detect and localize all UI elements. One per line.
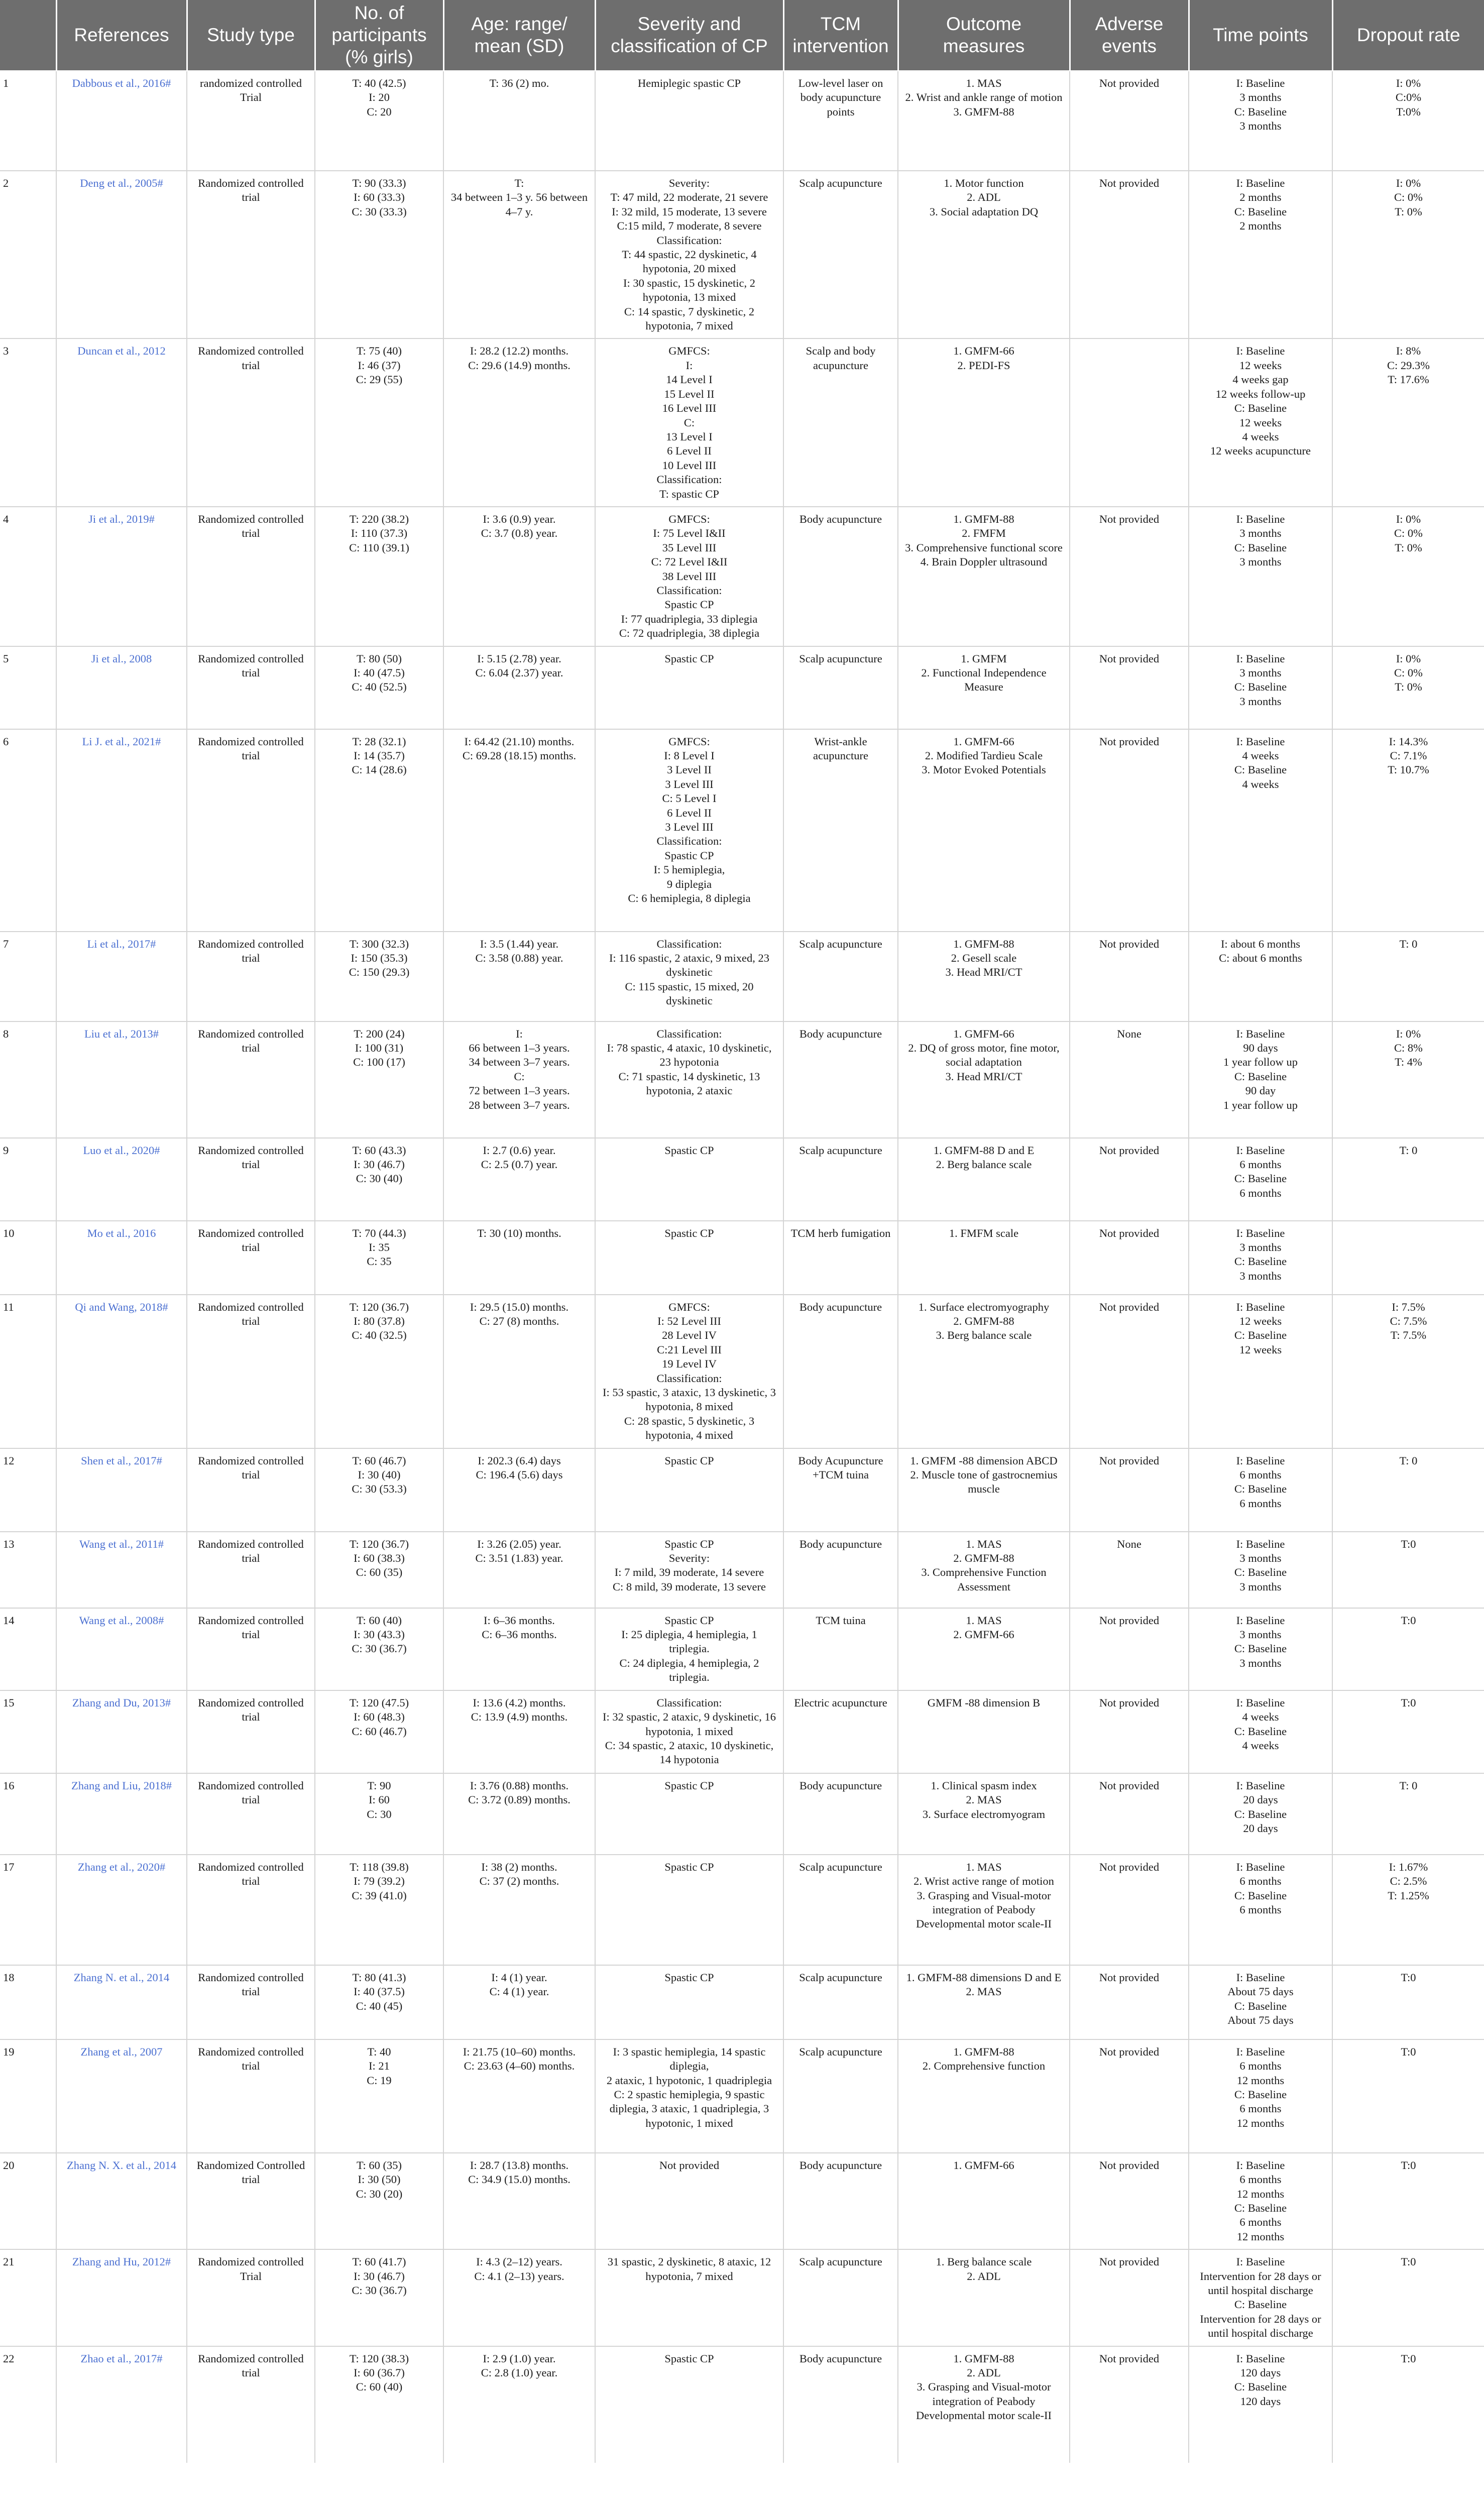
cell-time-points: I: Baseline 120 days C: Baseline 120 days <box>1189 2346 1332 2463</box>
cell-age: I: 28.7 (13.8) months. C: 34.9 (15.0) months. <box>443 2153 595 2249</box>
cell-study-type: Randomized controlled trial <box>187 932 315 1021</box>
cell-study-type: Randomized controlled trial <box>187 1773 315 1855</box>
cell-tcm-intervention: Body acupuncture <box>783 2153 898 2249</box>
cell-outcome-measures: 1. GMFM-88 2. ADL 3. Grasping and Visual-motor integration of Peabody Developmental motor scale-II <box>898 2346 1070 2463</box>
cell-tcm-intervention: Scalp and body acupuncture <box>783 338 898 506</box>
cell-time-points: I: Baseline 3 months C: Baseline 3 months <box>1189 1221 1332 1295</box>
reference-link[interactable]: Shen et al., 2017# <box>56 1448 187 1532</box>
cell-age: I: 6–36 months. C: 6–36 months. <box>443 1608 595 1690</box>
reference-link[interactable]: Ji et al., 2008 <box>56 646 187 729</box>
cell-dropout-rate: I: 0% C:0% T:0% <box>1332 71 1484 171</box>
cell-participants: T: 28 (32.1) I: 14 (35.7) C: 14 (28.6) <box>315 729 443 932</box>
cell-time-points: I: Baseline 3 months C: Baseline 3 months <box>1189 646 1332 729</box>
cell-outcome-measures: 1. GMFM-88 D and E 2. Berg balance scale <box>898 1138 1070 1221</box>
reference-link[interactable]: Zhang et al., 2007 <box>56 2039 187 2153</box>
cell-number: 10 <box>0 1221 56 1295</box>
reference-link[interactable]: Duncan et al., 2012 <box>56 338 187 506</box>
cell-adverse-events: Not provided <box>1070 1608 1189 1690</box>
cell-time-points: I: Baseline 3 months C: Baseline 3 months <box>1189 1532 1332 1608</box>
table-row <box>0 171 1484 338</box>
cell-adverse-events: Not provided <box>1070 2039 1189 2153</box>
cell-adverse-events: Not provided <box>1070 1773 1189 1855</box>
cell-number: 15 <box>0 1690 56 1773</box>
cell-severity: Spastic CP <box>595 1855 783 1965</box>
table-row <box>0 1295 1484 1448</box>
cell-outcome-measures: GMFM -88 dimension B <box>898 1690 1070 1773</box>
cell-severity: GMFCS: I: 14 Level I 15 Level II 16 Level III C: 13 Level I 6 Level II 10 Level III Classification: T: spastic CP <box>595 338 783 506</box>
table-row <box>0 1773 1484 1855</box>
cell-tcm-intervention: Body acupuncture <box>783 1532 898 1608</box>
cell-dropout-rate: I: 14.3% C: 7.1% T: 10.7% <box>1332 729 1484 932</box>
table-row <box>0 1532 1484 1608</box>
cell-participants: T: 90 (33.3) I: 60 (33.3) C: 30 (33.3) <box>315 171 443 338</box>
cell-tcm-intervention: Wrist-ankle acupuncture <box>783 729 898 932</box>
cell-severity: GMFCS: I: 8 Level I 3 Level II 3 Level III C: 5 Level I 6 Level II 3 Level III Classification: Spastic CP I: 5 hemiplegia, 9 diplegia C: 6 hemiplegia, 8 diplegia <box>595 729 783 932</box>
cell-severity: Spastic CP <box>595 1448 783 1532</box>
cell-adverse-events: Not provided <box>1070 2153 1189 2249</box>
table-row <box>0 1448 1484 1532</box>
reference-link[interactable]: Deng et al., 2005# <box>56 171 187 338</box>
header-cell: Severity and classification of CP <box>595 0 783 71</box>
cell-outcome-measures: 1. MAS 2. GMFM-88 3. Comprehensive Function Assessment <box>898 1532 1070 1608</box>
cell-time-points: I: Baseline About 75 days C: Baseline About 75 days <box>1189 1965 1332 2039</box>
table-row <box>0 729 1484 932</box>
cell-time-points: I: Baseline 3 months C: Baseline 3 months <box>1189 71 1332 171</box>
cell-study-type: Randomized controlled trial <box>187 1608 315 1690</box>
table-row <box>0 1021 1484 1138</box>
cell-time-points: I: about 6 months C: about 6 months <box>1189 932 1332 1021</box>
cell-number: 14 <box>0 1608 56 1690</box>
cell-outcome-measures: 1. Clinical spasm index 2. MAS 3. Surface electromyogram <box>898 1773 1070 1855</box>
cell-adverse-events: Not provided <box>1070 1448 1189 1532</box>
cell-tcm-intervention: Body acupuncture <box>783 1773 898 1855</box>
reference-link[interactable]: Zhang and Du, 2013# <box>56 1690 187 1773</box>
cell-participants: T: 75 (40) I: 46 (37) C: 29 (55) <box>315 338 443 506</box>
cell-time-points: I: Baseline 2 months C: Baseline 2 months <box>1189 171 1332 338</box>
table-row <box>0 338 1484 506</box>
cell-dropout-rate: T:0 <box>1332 1965 1484 2039</box>
cell-number: 5 <box>0 646 56 729</box>
cell-dropout-rate: T:0 <box>1332 2249 1484 2346</box>
cell-age: I: 2.7 (0.6) year. C: 2.5 (0.7) year. <box>443 1138 595 1221</box>
cell-outcome-measures: 1. MAS 2. GMFM-66 <box>898 1608 1070 1690</box>
table-row <box>0 2346 1484 2463</box>
cell-time-points: I: Baseline 6 months C: Baseline 6 months <box>1189 1138 1332 1221</box>
cell-time-points: I: Baseline 12 weeks 4 weeks gap 12 weeks follow-up C: Baseline 12 weeks 4 weeks 12 weeks acupuncture <box>1189 338 1332 506</box>
cell-number: 18 <box>0 1965 56 2039</box>
cell-dropout-rate <box>1332 1221 1484 1295</box>
cell-adverse-events: Not provided <box>1070 2346 1189 2463</box>
cell-study-type: randomized controlled Trial <box>187 71 315 171</box>
cell-time-points: I: Baseline 3 months C: Baseline 3 months <box>1189 1608 1332 1690</box>
cell-tcm-intervention: Scalp acupuncture <box>783 1138 898 1221</box>
cell-time-points: I: Baseline 3 months C: Baseline 3 months <box>1189 507 1332 646</box>
cell-tcm-intervention: Body acupuncture <box>783 1295 898 1448</box>
cell-outcome-measures: 1. Berg balance scale 2. ADL <box>898 2249 1070 2346</box>
cell-participants: T: 40 (42.5) I: 20 C: 20 <box>315 71 443 171</box>
cell-age: I: 3.5 (1.44) year. C: 3.58 (0.88) year. <box>443 932 595 1021</box>
cell-adverse-events: Not provided <box>1070 171 1189 338</box>
cell-severity: Spastic CP <box>595 1965 783 2039</box>
cell-number: 8 <box>0 1021 56 1138</box>
cell-outcome-measures: 1. MAS 2. Wrist and ankle range of motion 3. GMFM-88 <box>898 71 1070 171</box>
header-cell: Adverse events <box>1070 0 1189 71</box>
cell-dropout-rate: T:0 <box>1332 2346 1484 2463</box>
cell-number: 19 <box>0 2039 56 2153</box>
cell-study-type: Randomized controlled trial <box>187 1690 315 1773</box>
cell-tcm-intervention: Scalp acupuncture <box>783 171 898 338</box>
cell-number: 2 <box>0 171 56 338</box>
cell-adverse-events: Not provided <box>1070 71 1189 171</box>
header-cell: Study type <box>187 0 315 71</box>
cell-study-type: Randomized controlled trial <box>187 1965 315 2039</box>
cell-adverse-events: Not provided <box>1070 2249 1189 2346</box>
reference-link[interactable]: Zhao et al., 2017# <box>56 2346 187 2463</box>
cell-severity: Severity: T: 47 mild, 22 moderate, 21 severe I: 32 mild, 15 moderate, 13 severe C:15 mild, 7 moderate, 8 severe Classification: T: 44 spastic, 22 dyskinetic, 4 hypotonia, 20 mixed I: 30 spastic, 15 dyskinetic, 2 hypotonia, 13 mixed C: 14 spastic, 7 dyskinetic, 2 hypotonia, 7 mixed <box>595 171 783 338</box>
cell-number: 4 <box>0 507 56 646</box>
cell-outcome-measures: 1. GMFM-88 2. Comprehensive function <box>898 2039 1070 2153</box>
cell-age: I: 64.42 (21.10) months. C: 69.28 (18.15) months. <box>443 729 595 932</box>
cell-study-type: Randomized controlled trial <box>187 2346 315 2463</box>
cell-number: 1 <box>0 71 56 171</box>
cell-study-type: Randomized controlled trial <box>187 1221 315 1295</box>
header-cell: References <box>56 0 187 71</box>
cell-tcm-intervention: Scalp acupuncture <box>783 646 898 729</box>
header-cell <box>0 0 56 71</box>
cell-participants: T: 118 (39.8) I: 79 (39.2) C: 39 (41.0) <box>315 1855 443 1965</box>
cell-age: T: 36 (2) mo. <box>443 71 595 171</box>
cell-dropout-rate: T: 0 <box>1332 1138 1484 1221</box>
cell-time-points: I: Baseline 4 weeks C: Baseline 4 weeks <box>1189 729 1332 932</box>
cell-number: 6 <box>0 729 56 932</box>
cell-number: 22 <box>0 2346 56 2463</box>
cell-participants: T: 220 (38.2) I: 110 (37.3) C: 110 (39.1) <box>315 507 443 646</box>
reference-link[interactable]: Ji et al., 2019# <box>56 507 187 646</box>
cell-dropout-rate: T:0 <box>1332 2153 1484 2249</box>
cell-outcome-measures: 1. GMFM -88 dimension ABCD 2. Muscle tone of gastrocnemius muscle <box>898 1448 1070 1532</box>
cell-severity: Spastic CP <box>595 2346 783 2463</box>
cell-age: I: 2.9 (1.0) year. C: 2.8 (1.0) year. <box>443 2346 595 2463</box>
cell-outcome-measures: 1. GMFM-66 2. PEDI-FS <box>898 338 1070 506</box>
reference-link[interactable]: Li et al., 2017# <box>56 932 187 1021</box>
cell-severity: Classification: I: 32 spastic, 2 ataxic, 9 dyskinetic, 16 hypotonia, 1 mixed C: 34 spastic, 2 ataxic, 10 dyskinetic, 14 hypotonia <box>595 1690 783 1773</box>
cell-severity: I: 3 spastic hemiplegia, 14 spastic diplegia, 2 ataxic, 1 hypotonic, 1 quadriplegia C: 2 spastic hemiplegia, 9 spastic diplegia, 3 ataxic, 1 quadriplegia, 3 hypotonic, 1 mixed <box>595 2039 783 2153</box>
cell-number: 21 <box>0 2249 56 2346</box>
reference-link[interactable]: Mo et al., 2016 <box>56 1221 187 1295</box>
cell-study-type: Randomized controlled trial <box>187 1295 315 1448</box>
cell-tcm-intervention: Body Acupuncture +TCM tuina <box>783 1448 898 1532</box>
reference-link[interactable]: Zhang N. et al., 2014 <box>56 1965 187 2039</box>
cell-age: I: 28.2 (12.2) months. C: 29.6 (14.9) months. <box>443 338 595 506</box>
cell-adverse-events: Not provided <box>1070 1965 1189 2039</box>
cell-severity: Classification: I: 116 spastic, 2 ataxic, 9 mixed, 23 dyskinetic C: 115 spastic, 15 mixed, 20 dyskinetic <box>595 932 783 1021</box>
reference-link[interactable]: Zhang et al., 2020# <box>56 1855 187 1965</box>
reference-link[interactable]: Wang et al., 2011# <box>56 1532 187 1608</box>
cell-study-type: Randomized controlled trial <box>187 1138 315 1221</box>
cell-study-type: Randomized controlled trial <box>187 729 315 932</box>
cell-dropout-rate: I: 8% C: 29.3% T: 17.6% <box>1332 338 1484 506</box>
cell-study-type: Randomized Controlled trial <box>187 2153 315 2249</box>
header-cell: No. of participants (% girls) <box>315 0 443 71</box>
cell-adverse-events: None <box>1070 1532 1189 1608</box>
cell-severity: 31 spastic, 2 dyskinetic, 8 ataxic, 12 hypotonia, 7 mixed <box>595 2249 783 2346</box>
cell-tcm-intervention: Body acupuncture <box>783 2346 898 2463</box>
cell-dropout-rate: T: 0 <box>1332 932 1484 1021</box>
cell-time-points: I: Baseline 6 months C: Baseline 6 months <box>1189 1448 1332 1532</box>
table-body <box>0 71 1484 2463</box>
cell-dropout-rate: T:0 <box>1332 1532 1484 1608</box>
cell-tcm-intervention: Body acupuncture <box>783 1021 898 1138</box>
header-cell: Dropout rate <box>1332 0 1484 71</box>
cell-age: I: 3.76 (0.88) months. C: 3.72 (0.89) months. <box>443 1773 595 1855</box>
cell-tcm-intervention: TCM tuina <box>783 1608 898 1690</box>
cell-severity: Not provided <box>595 2153 783 2249</box>
table-row <box>0 2249 1484 2346</box>
cell-severity: Hemiplegic spastic CP <box>595 71 783 171</box>
cell-participants: T: 200 (24) I: 100 (31) C: 100 (17) <box>315 1021 443 1138</box>
cell-participants: T: 80 (50) I: 40 (47.5) C: 40 (52.5) <box>315 646 443 729</box>
cell-participants: T: 60 (41.7) I: 30 (46.7) C: 30 (36.7) <box>315 2249 443 2346</box>
cell-adverse-events: Not provided <box>1070 1138 1189 1221</box>
cell-tcm-intervention: Electric acupuncture <box>783 1690 898 1773</box>
cell-number: 16 <box>0 1773 56 1855</box>
table-row <box>0 1138 1484 1221</box>
reference-link[interactable]: Zhang and Hu, 2012# <box>56 2249 187 2346</box>
cell-outcome-measures: 1. GMFM-88 2. FMFM 3. Comprehensive functional score 4. Brain Doppler ultrasound <box>898 507 1070 646</box>
cell-participants: T: 120 (47.5) I: 60 (48.3) C: 60 (46.7) <box>315 1690 443 1773</box>
cell-adverse-events: Not provided <box>1070 1295 1189 1448</box>
cell-adverse-events: Not provided <box>1070 1221 1189 1295</box>
table-row <box>0 1608 1484 1690</box>
cell-age: I: 21.75 (10–60) months. C: 23.63 (4–60) months. <box>443 2039 595 2153</box>
cell-tcm-intervention: Scalp acupuncture <box>783 932 898 1021</box>
table-row <box>0 646 1484 729</box>
cell-participants: T: 120 (38.3) I: 60 (36.7) C: 60 (40) <box>315 2346 443 2463</box>
cell-number: 11 <box>0 1295 56 1448</box>
cell-dropout-rate: I: 0% C: 8% T: 4% <box>1332 1021 1484 1138</box>
table-row <box>0 1965 1484 2039</box>
cell-severity: Spastic CP <box>595 1773 783 1855</box>
cell-number: 13 <box>0 1532 56 1608</box>
cell-severity: Spastic CP <box>595 646 783 729</box>
cell-time-points: I: Baseline 6 months 12 months C: Baseline 6 months 12 months <box>1189 2039 1332 2153</box>
reference-link[interactable]: Luo et al., 2020# <box>56 1138 187 1221</box>
table-row <box>0 507 1484 646</box>
cell-adverse-events: Not provided <box>1070 729 1189 932</box>
cell-number: 9 <box>0 1138 56 1221</box>
cell-outcome-measures: 1. GMFM-66 <box>898 2153 1070 2249</box>
cell-study-type: Randomized controlled trial <box>187 338 315 506</box>
cell-dropout-rate: T: 0 <box>1332 1448 1484 1532</box>
table-row <box>0 2153 1484 2249</box>
cell-study-type: Randomized controlled trial <box>187 2039 315 2153</box>
cell-participants: T: 120 (36.7) I: 60 (38.3) C: 60 (35) <box>315 1532 443 1608</box>
cell-participants: T: 60 (40) I: 30 (43.3) C: 30 (36.7) <box>315 1608 443 1690</box>
header-cell: TCM intervention <box>783 0 898 71</box>
cell-number: 17 <box>0 1855 56 1965</box>
cell-time-points: I: Baseline 90 days 1 year follow up C: Baseline 90 day 1 year follow up <box>1189 1021 1332 1138</box>
cell-dropout-rate: T:0 <box>1332 1690 1484 1773</box>
cell-age: I: 66 between 1–3 years. 34 between 3–7 years. C: 72 between 1–3 years. 28 between 3–7 years. <box>443 1021 595 1138</box>
cell-age: I: 3.26 (2.05) year. C: 3.51 (1.83) year. <box>443 1532 595 1608</box>
table-row <box>0 1855 1484 1965</box>
cell-participants: T: 90 I: 60 C: 30 <box>315 1773 443 1855</box>
cell-adverse-events <box>1070 338 1189 506</box>
cell-number: 12 <box>0 1448 56 1532</box>
cell-tcm-intervention: Body acupuncture <box>783 507 898 646</box>
cell-severity: Spastic CP Severity: I: 7 mild, 39 moderate, 14 severe C: 8 mild, 39 moderate, 13 severe <box>595 1532 783 1608</box>
cell-study-type: Randomized controlled trial <box>187 1448 315 1532</box>
cell-outcome-measures: 1. Surface electromyography 2. GMFM-88 3. Berg balance scale <box>898 1295 1070 1448</box>
cell-adverse-events: Not provided <box>1070 1690 1189 1773</box>
cell-number: 7 <box>0 932 56 1021</box>
cell-study-type: Randomized controlled trial <box>187 1855 315 1965</box>
header-cell: Time points <box>1189 0 1332 71</box>
cell-severity: Spastic CP <box>595 1138 783 1221</box>
cell-age: I: 13.6 (4.2) months. C: 13.9 (4.9) months. <box>443 1690 595 1773</box>
cell-participants: T: 120 (36.7) I: 80 (37.8) C: 40 (32.5) <box>315 1295 443 1448</box>
table-row <box>0 2039 1484 2153</box>
cell-study-type: Randomized controlled Trial <box>187 2249 315 2346</box>
reference-link[interactable]: Liu et al., 2013# <box>56 1021 187 1138</box>
cell-dropout-rate: I: 0% C: 0% T: 0% <box>1332 646 1484 729</box>
cell-dropout-rate: I: 1.67% C: 2.5% T: 1.25% <box>1332 1855 1484 1965</box>
cell-age: I: 4.3 (2–12) years. C: 4.1 (2–13) years. <box>443 2249 595 2346</box>
cell-adverse-events: Not provided <box>1070 646 1189 729</box>
cell-participants: T: 60 (35) I: 30 (50) C: 30 (20) <box>315 2153 443 2249</box>
cell-dropout-rate: I: 0% C: 0% T: 0% <box>1332 171 1484 338</box>
cell-tcm-intervention: Low-level laser on body acupuncture points <box>783 71 898 171</box>
cell-age: I: 29.5 (15.0) months. C: 27 (8) months. <box>443 1295 595 1448</box>
cell-study-type: Randomized controlled trial <box>187 1021 315 1138</box>
cell-age: I: 5.15 (2.78) year. C: 6.04 (2.37) year. <box>443 646 595 729</box>
cell-severity: GMFCS: I: 75 Level I&II 35 Level III C: 72 Level I&II 38 Level III Classification: Spastic CP I: 77 quadriplegia, 33 diplegia C: 72 quadriplegia, 38 diplegia <box>595 507 783 646</box>
cell-outcome-measures: 1. GMFM 2. Functional Independence Measure <box>898 646 1070 729</box>
cell-tcm-intervention: Scalp acupuncture <box>783 1965 898 2039</box>
cell-dropout-rate: T: 0 <box>1332 1773 1484 1855</box>
cell-outcome-measures: 1. Motor function 2. ADL 3. Social adaptation DQ <box>898 171 1070 338</box>
header-cell: Outcome measures <box>898 0 1070 71</box>
reference-link[interactable]: Wang et al., 2008# <box>56 1608 187 1690</box>
cell-outcome-measures: 1. MAS 2. Wrist active range of motion 3. Grasping and Visual-motor integration of Peabody Developmental motor scale-II <box>898 1855 1070 1965</box>
reference-link[interactable]: Zhang and Liu, 2018# <box>56 1773 187 1855</box>
cell-outcome-measures: 1. GMFM-66 2. DQ of gross motor, fine motor, social adaptation 3. Head MRI/CT <box>898 1021 1070 1138</box>
cell-age: T: 34 between 1–3 y. 56 between 4–7 y. <box>443 171 595 338</box>
table-row <box>0 1690 1484 1773</box>
cell-time-points: I: Baseline 6 months 12 months C: Baseline 6 months 12 months <box>1189 2153 1332 2249</box>
cell-dropout-rate: T:0 <box>1332 2039 1484 2153</box>
cell-adverse-events: Not provided <box>1070 507 1189 646</box>
cell-age: T: 30 (10) months. <box>443 1221 595 1295</box>
cell-dropout-rate: I: 7.5% C: 7.5% T: 7.5% <box>1332 1295 1484 1448</box>
cell-severity: Spastic CP <box>595 1221 783 1295</box>
cell-study-type: Randomized controlled trial <box>187 507 315 646</box>
table-row <box>0 1221 1484 1295</box>
header-row <box>0 0 1484 71</box>
reference-link[interactable]: Dabbous et al., 2016# <box>56 71 187 171</box>
cell-time-points: I: Baseline Intervention for 28 days or until hospital discharge C: Baseline Intervention for 28 days or until hospital discharge <box>1189 2249 1332 2346</box>
cell-age: I: 4 (1) year. C: 4 (1) year. <box>443 1965 595 2039</box>
cell-outcome-measures: 1. GMFM-88 2. Gesell scale 3. Head MRI/CT <box>898 932 1070 1021</box>
header-cell: Age: range/ mean (SD) <box>443 0 595 71</box>
table-row <box>0 71 1484 171</box>
cell-study-type: Randomized controlled trial <box>187 1532 315 1608</box>
cell-participants: T: 60 (46.7) I: 30 (40) C: 30 (53.3) <box>315 1448 443 1532</box>
cell-number: 20 <box>0 2153 56 2249</box>
cell-time-points: I: Baseline 12 weeks C: Baseline 12 weeks <box>1189 1295 1332 1448</box>
cell-tcm-intervention: Scalp acupuncture <box>783 2039 898 2153</box>
cell-number: 3 <box>0 338 56 506</box>
cell-tcm-intervention: TCM herb fumigation <box>783 1221 898 1295</box>
cell-participants: T: 300 (32.3) I: 150 (35.3) C: 150 (29.3) <box>315 932 443 1021</box>
cell-tcm-intervention: Scalp acupuncture <box>783 1855 898 1965</box>
table-row <box>0 932 1484 1021</box>
cell-participants: T: 60 (43.3) I: 30 (46.7) C: 30 (40) <box>315 1138 443 1221</box>
cell-participants: T: 70 (44.3) I: 35 C: 35 <box>315 1221 443 1295</box>
cell-outcome-measures: 1. FMFM scale <box>898 1221 1070 1295</box>
cell-age: I: 38 (2) months. C: 37 (2) months. <box>443 1855 595 1965</box>
cell-age: I: 202.3 (6.4) days C: 196.4 (5.6) days <box>443 1448 595 1532</box>
cell-participants: T: 80 (41.3) I: 40 (37.5) C: 40 (45) <box>315 1965 443 2039</box>
cell-severity: GMFCS: I: 52 Level III 28 Level IV C:21 Level III 19 Level IV Classification: I: 53 spastic, 3 ataxic, 13 dyskinetic, 3 hypotonia, 8 mixed C: 28 spastic, 5 dyskinetic, 3 hypotonia, 4 mixed <box>595 1295 783 1448</box>
reference-link[interactable]: Zhang N. X. et al., 2014 <box>56 2153 187 2249</box>
cell-outcome-measures: 1. GMFM-66 2. Modified Tardieu Scale 3. Motor Evoked Potentials <box>898 729 1070 932</box>
cell-dropout-rate: T:0 <box>1332 1608 1484 1690</box>
reference-link[interactable]: Qi and Wang, 2018# <box>56 1295 187 1448</box>
cell-adverse-events: Not provided <box>1070 932 1189 1021</box>
cell-participants: T: 40 I: 21 C: 19 <box>315 2039 443 2153</box>
cell-severity: Classification: I: 78 spastic, 4 ataxic, 10 dyskinetic, 23 hypotonia C: 71 spastic, 14 dyskinetic, 13 hypotonia, 2 ataxic <box>595 1021 783 1138</box>
cell-tcm-intervention: Scalp acupuncture <box>783 2249 898 2346</box>
cell-adverse-events: None <box>1070 1021 1189 1138</box>
cell-time-points: I: Baseline 4 weeks C: Baseline 4 weeks <box>1189 1690 1332 1773</box>
cell-time-points: I: Baseline 6 months C: Baseline 6 months <box>1189 1855 1332 1965</box>
cell-dropout-rate: I: 0% C: 0% T: 0% <box>1332 507 1484 646</box>
cell-study-type: Randomized controlled trial <box>187 171 315 338</box>
cell-age: I: 3.6 (0.9) year. C: 3.7 (0.8) year. <box>443 507 595 646</box>
reference-link[interactable]: Li J. et al., 2021# <box>56 729 187 932</box>
cell-adverse-events: Not provided <box>1070 1855 1189 1965</box>
cell-time-points: I: Baseline 20 days C: Baseline 20 days <box>1189 1773 1332 1855</box>
cell-outcome-measures: 1. GMFM-88 dimensions D and E 2. MAS <box>898 1965 1070 2039</box>
cell-severity: Spastic CP I: 25 diplegia, 4 hemiplegia, 1 triplegia. C: 24 diplegia, 4 hemiplegia, 2 triplegia. <box>595 1608 783 1690</box>
cell-study-type: Randomized controlled trial <box>187 646 315 729</box>
